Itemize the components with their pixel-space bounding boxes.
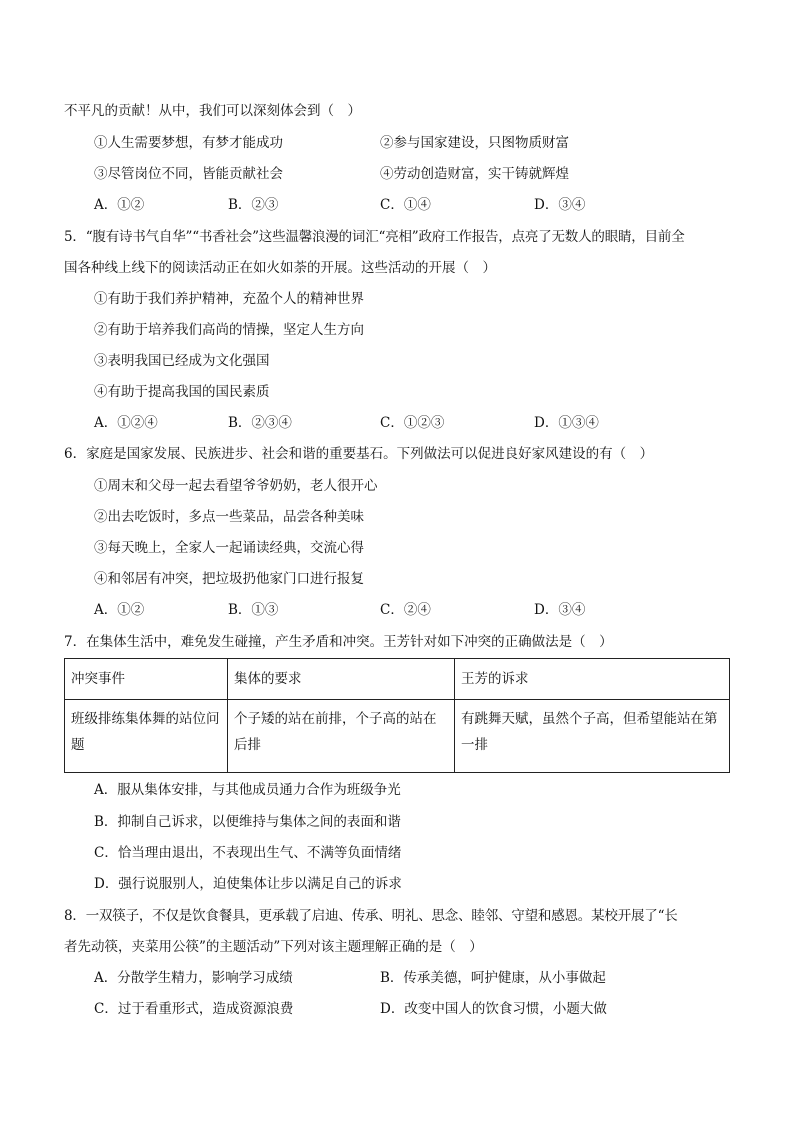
q8-stem-line1: 8．一双筷子，不仅是饮食餐具，更承载了启迪、传承、明礼、思念、睦邻、守望和感恩。某校开展了“长 (64, 908, 678, 924)
q5-item-1: ①有助于我们养护精神，充盈个人的精神世界 (94, 291, 364, 307)
q7-option-d[interactable]: D．强行说服别人，迫使集体让步以满足自己的诉求 (94, 876, 402, 892)
table-cell: 班级排练集体舞的站位问题 (65, 700, 228, 773)
q5-option-c[interactable]: C．①②③ (380, 415, 445, 431)
q5-item-4: ④有助于提高我国的国民素质 (94, 384, 270, 400)
q4-stem: 不平凡的贡献！从中，我们可以深刻体会到（ ） (64, 103, 361, 119)
q5-stem-line1: 5．“腹有诗书气自华”“书香社会”这些温馨浪漫的词汇“亮相”政府工作报告，点亮了无数人的眼睛，目前全 (64, 229, 685, 245)
q6-option-b[interactable]: B．①③ (228, 602, 279, 618)
table-cell: 有跳舞天赋，虽然个子高，但希望能站在第一排 (455, 700, 730, 773)
q6-stem: 6．家庭是国家发展、民族进步、社会和谐的重要基石。下列做法可以促进良好家风建设的有（ ） (64, 446, 654, 462)
q8-option-c[interactable]: C．过于看重形式，造成资源浪费 (94, 1001, 294, 1017)
table-header-cell: 王芳的诉求 (455, 659, 730, 700)
conflict-table (64, 658, 730, 773)
q4-option-b[interactable]: B．②③ (228, 197, 279, 213)
q4-item-3: ③尽管岗位不同，皆能贡献社会 (94, 166, 283, 182)
q4-option-a[interactable]: A．①② (94, 197, 145, 213)
q7-option-b[interactable]: B．抑制自己诉求，以便维持与集体之间的表面和谐 (94, 814, 401, 830)
q7-option-a[interactable]: A．服从集体安排，与其他成员通力合作为班级争光 (94, 782, 401, 798)
q5-item-3: ③表明我国已经成为文化强国 (94, 353, 270, 369)
q6-item-2: ②出去吃饭时，多点一些菜品，品尝各种美味 (94, 509, 364, 525)
q8-option-d[interactable]: D．改变中国人的饮食习惯，小题大做 (380, 1001, 607, 1017)
q5-item-2: ②有助于培养我们高尚的情操，坚定人生方向 (94, 322, 364, 338)
q4-item-1: ①人生需要梦想，有梦才能成功 (94, 135, 283, 151)
q5-option-a[interactable]: A．①②④ (94, 415, 158, 431)
q4-option-d[interactable]: D．③④ (534, 197, 586, 213)
q6-option-a[interactable]: A．①② (94, 602, 145, 618)
q6-item-4: ④和邻居有冲突，把垃圾扔他家门口进行报复 (94, 571, 364, 587)
table-header-row (65, 659, 730, 700)
q5-stem-line2: 国各种线上线下的阅读活动正在如火如荼的开展。这些活动的开展（ ） (64, 260, 496, 276)
q8-stem-line2: 者先动筷，夹菜用公筷”的主题活动”下列对该主题理解正确的是（ ） (64, 939, 483, 955)
q6-item-3: ③每天晚上，全家人一起诵读经典，交流心得 (94, 540, 364, 556)
q6-option-d[interactable]: D．③④ (534, 602, 586, 618)
q5-option-d[interactable]: D．①③④ (534, 415, 599, 431)
q5-option-b[interactable]: B．②③④ (228, 415, 292, 431)
q8-option-b[interactable]: B．传承美德，呵护健康，从小事做起 (380, 970, 606, 986)
table-header-cell: 集体的要求 (228, 659, 455, 700)
q4-option-c[interactable]: C．①④ (380, 197, 431, 213)
q7-option-c[interactable]: C．恰当理由退出，不表现出生气、不满等负面情绪 (94, 845, 402, 861)
q4-item-4: ④劳动创造财富，实干铸就辉煌 (380, 166, 569, 182)
q8-option-a[interactable]: A．分散学生精力，影响学习成绩 (94, 970, 293, 986)
q7-stem: 7．在集体生活中，难免发生碰撞，产生矛盾和冲突。王芳针对如下冲突的正确做法是（ ） (64, 634, 613, 650)
table-cell: 个子矮的站在前排，个子高的站在后排 (228, 700, 455, 773)
table-header-cell: 冲突事件 (65, 659, 228, 700)
table-row (65, 700, 730, 773)
q6-item-1: ①周末和父母一起去看望爷爷奶奶，老人很开心 (94, 478, 378, 494)
q4-item-2: ②参与国家建设，只图物质财富 (380, 135, 569, 151)
q6-option-c[interactable]: C．②④ (380, 602, 431, 618)
